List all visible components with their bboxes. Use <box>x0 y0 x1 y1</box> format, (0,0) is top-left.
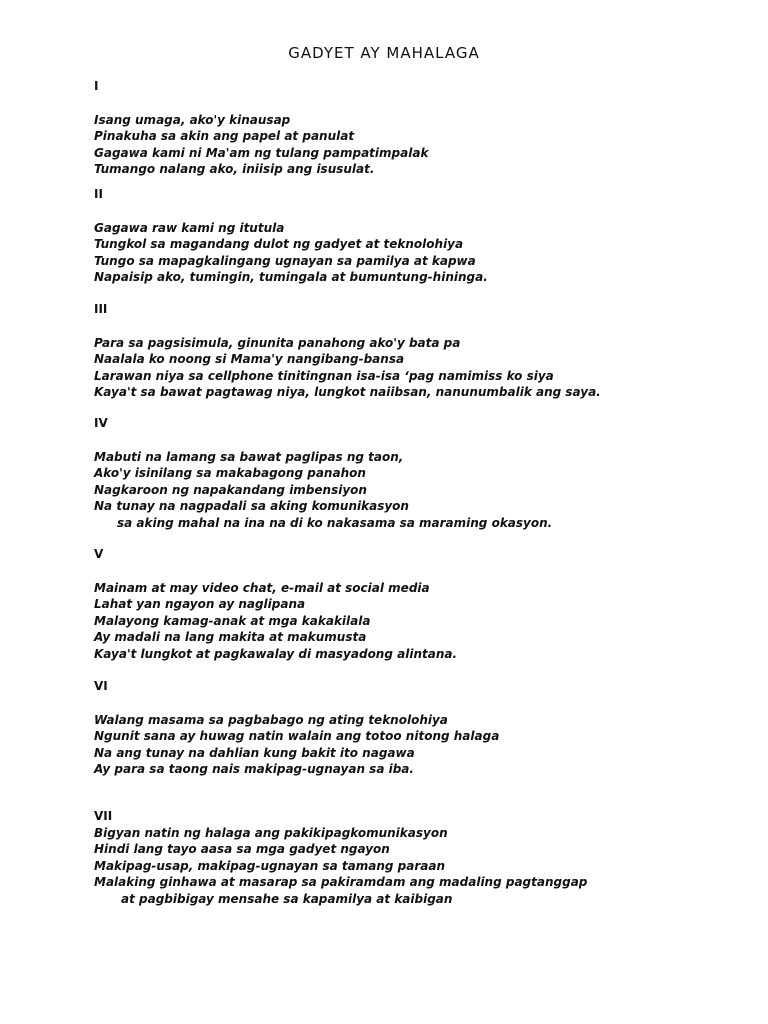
poem-line: Bigyan natin ng halaga ang pakikipagkomunikasyon <box>94 825 448 840</box>
poem-line: sa aking mahal na ina na di ko nakasama sa maraming okasyon. <box>117 515 553 530</box>
stanza-numeral: IV <box>94 416 108 430</box>
poem-line: Makipag-usap, makipag-ugnayan sa tamang paraan <box>94 858 446 873</box>
poem-line: Ay para sa taong nais makipag-ugnayan sa iba. <box>94 762 414 776</box>
stanza-numeral: III <box>94 302 108 316</box>
poem-line: Naalala ko noong si Mama'y nangibang-bansa <box>94 352 405 366</box>
poem-line: Hindi lang tayo aasa sa mga gadyet ngayon <box>94 842 390 856</box>
poem-line: Mainam at may video chat, e-mail at social media <box>94 580 430 595</box>
poem-line: Larawan niya sa cellphone tinitingnan isa-isa ‘pag namimiss ko siya <box>94 368 554 383</box>
poem-line: Gagawa raw kami ng itutula <box>94 220 285 235</box>
stanza-5 <box>94 546 754 662</box>
poem-line: Napaisip ako, tumingin, tumingala at bumuntung-hininga. <box>94 270 488 284</box>
stanza-4 <box>94 415 754 531</box>
stanza-1 <box>94 78 754 178</box>
poem-line: Pinakuha sa akin ang papel at panulat <box>94 129 355 143</box>
poem-line: Tumango nalang ako, iniisip ang isusulat. <box>94 162 375 176</box>
poem-line: Na tunay na nagpadali sa aking komunikasyon <box>94 499 409 513</box>
poem-line: Malaking ginhawa at masarap sa pakiramdam ang madaling pagtanggap <box>94 875 588 889</box>
poem-line: Malayong kamag-anak at mga kakakilala <box>94 613 371 628</box>
stanza-numeral: V <box>94 547 104 561</box>
stanza-numeral: I <box>94 79 99 93</box>
poem-line: at pagbibigay mensahe sa kapamilya at kaibigan <box>121 891 453 906</box>
poem-line: Gagawa kami ni Ma'am ng tulang pampatimpalak <box>94 145 429 160</box>
poem-line: Para sa pagsisimula, ginunita panahong ako'y bata pa <box>94 335 461 350</box>
stanza-6 <box>94 678 754 778</box>
stanza-3 <box>94 301 754 401</box>
poem-line: Isang umaga, ako'y kinausap <box>94 112 291 127</box>
poem-line: Mabuti na lamang sa bawat paglipas ng taon, <box>94 449 404 464</box>
poem-line: Na ang tunay na dahlian kung bakit ito nagawa <box>94 745 415 760</box>
poem-line: Tungo sa mapagkalingang ugnayan sa pamilya at kapwa <box>94 253 476 268</box>
stanza-numeral: VI <box>94 679 108 693</box>
stanza-7 <box>94 808 754 907</box>
poem-line: Lahat yan ngayon ay naglipana <box>94 597 306 611</box>
poem-line: Walang masama sa pagbabago ng ating teknolohiya <box>94 712 448 727</box>
poem-line: Ay madali na lang makita at makumusta <box>94 630 367 644</box>
poem-line: Kaya't sa bawat pagtawag niya, lungkot naiibsan, nanunumbalik ang saya. <box>94 385 601 399</box>
poem-line: Nagkaroon ng napakandang imbensiyon <box>94 482 367 497</box>
stanza-numeral: VII <box>94 809 113 823</box>
poem-title: GADYET AY MAHALAGA <box>288 44 480 62</box>
poem-line: Ngunit sana ay huwag natin walain ang totoo nitong halaga <box>94 729 500 743</box>
stanza-2 <box>94 186 754 286</box>
poem-line: Tungkol sa magandang dulot ng gadyet at teknolohiya <box>94 237 464 251</box>
poem-line: Kaya't lungkot at pagkawalay di masyadong alintana. <box>94 646 458 661</box>
poem-line: Ako'y isinilang sa makabagong panahon <box>94 466 366 480</box>
stanza-numeral: II <box>94 187 103 201</box>
